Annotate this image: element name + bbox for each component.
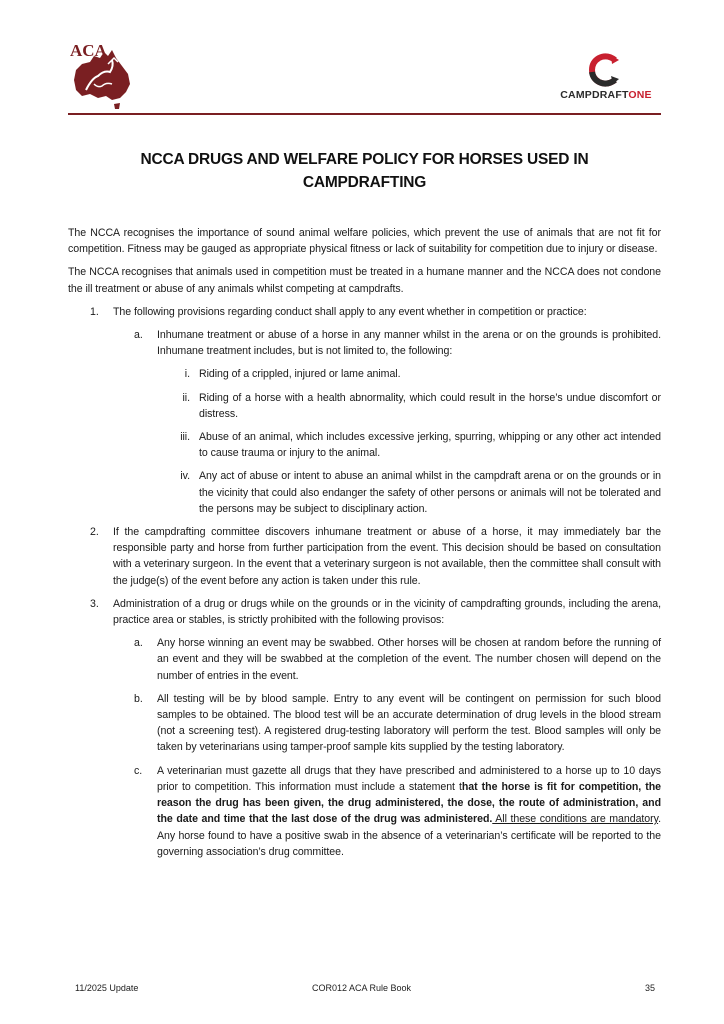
roman-list-item bbox=[68, 390, 661, 422]
intro-paragraph: The NCCA recognises the importance of sound animal welfare policies, which prevent the use of animals that are not fit for competition. Fitness may be gauged as appropriate physical fitness or lack of suitability for competition due to injury or disease. bbox=[68, 227, 661, 256]
wordmark-main: CAMPDRAFT bbox=[560, 89, 629, 101]
sub-list-letter: a. bbox=[134, 329, 143, 342]
document-body bbox=[68, 225, 661, 867]
wordmark-accent: ONE bbox=[628, 89, 652, 101]
footer-update-date: 11/2025 Update bbox=[75, 983, 139, 993]
sub-list-text: All testing will be by blood sample. Entry to any event will be contingent on permission for such blood samples to be obtained. The blood test will be an accurate determination of drug levels in the blood stream (not a screening test). A registered drug-testing laboratory will perform the test. Blood samples will only be taken by veterinarians using tamper-proof sample kits supplied by the testing laboratory. bbox=[157, 692, 661, 754]
roman-list-text: Riding of a horse with a health abnormality, which could result in the horse’s undue discomfort or distress. bbox=[199, 391, 661, 420]
list-number: 1. bbox=[90, 305, 99, 318]
roman-list-text: Riding of a crippled, injured or lame animal. bbox=[199, 368, 401, 381]
page-title bbox=[68, 148, 661, 194]
roman-list-text: Abuse of an animal, which includes excessive jerking, spurring, whipping or any other act intended to cause trauma or injury to the animal. bbox=[199, 431, 661, 460]
underlined-text-segment: All these conditions are mandatory bbox=[492, 813, 659, 826]
sub-list-text bbox=[157, 765, 661, 858]
header-divider bbox=[68, 113, 661, 115]
intro-paragraph: The NCCA recognises that animals used in competition must be treated in a humane manner and the NCCA does not condone the ill treatment or abuse of any animals whilst competing at campdrafts. bbox=[68, 266, 661, 295]
roman-numeral: iv. bbox=[180, 470, 190, 483]
title-line-2: CAMPDRAFTING bbox=[302, 174, 427, 191]
list-item bbox=[68, 596, 661, 628]
list-text: Administration of a drug or drugs while on the grounds or in the vicinity of campdrafting grounds, including the arena, practice area or stables, is strictly prohibited with the following provisos: bbox=[113, 597, 661, 627]
bold-text-segment: hat the horse is fit for competition, the reason the drug has been given, the drug administered, the dose, the route of administration, and the date and time that the last dose of the drug was administered. bbox=[157, 780, 661, 826]
page-header bbox=[68, 30, 661, 116]
roman-list-item bbox=[68, 366, 661, 382]
sub-list-letter: a. bbox=[134, 637, 143, 650]
roman-list-item bbox=[68, 468, 661, 517]
sub-list-item bbox=[68, 635, 661, 684]
footer-page-number: 35 bbox=[644, 983, 655, 993]
aca-australia-horse-logo-icon bbox=[68, 40, 138, 112]
sub-list-text: Any horse winning an event may be swabbed. Other horses will be chosen at random before the running of an event and they will be swabbed at the completion of the event. The number chosen will depend on the number of entries in the event. bbox=[157, 637, 661, 682]
list-item bbox=[68, 524, 661, 589]
roman-numeral: i. bbox=[184, 368, 190, 381]
campdraftone-wordmark bbox=[551, 89, 661, 101]
list-text: The following provisions regarding conduct shall apply to any event whether in competition or practice: bbox=[113, 305, 587, 318]
text-segment: A veterinarian must gazette all drugs that they have prescribed and administered to a horse up to 10 days prior to competition. This information must include a statement t bbox=[157, 764, 661, 793]
sub-list-item bbox=[68, 691, 661, 756]
roman-numeral: ii. bbox=[182, 391, 190, 404]
list-number: 3. bbox=[90, 597, 99, 610]
roman-list-text: Any act of abuse or intent to abuse an animal whilst in the campdraft arena or on the grounds or in the vicinity that could also endanger the safety of other persons or animals will not be tolerated and the persons may be subject to disciplinary action. bbox=[199, 470, 661, 515]
campdraftone-logo bbox=[551, 52, 661, 112]
footer-document-name: COR012 ACA Rule Book bbox=[312, 983, 412, 993]
sub-list-text: Inhumane treatment or abuse of a horse in any manner whilst in the arena or on the grounds is prohibited. Inhumane treatment includes, but is not limited to, the following: bbox=[157, 329, 661, 358]
roman-numeral: iii. bbox=[180, 431, 190, 444]
sub-list-letter: b. bbox=[134, 692, 143, 705]
list-text: If the campdrafting committee discovers inhumane treatment or abuse of a horse, it may immediately bar the responsible party and horse from further participation from the event. This decision should be based on consultation with a veterinary surgeon. In the event that a veterinary surgeon is not available, then the committee shall consult with the judge(s) of the event before any action is taken under this rule. bbox=[113, 526, 661, 587]
text-segment: . Any horse found to have a positive swab in the absence of a veterinarian’s certificate will be reported to the governing association’s drug committee. bbox=[157, 813, 661, 858]
aca-logo bbox=[68, 40, 138, 110]
sub-list-item bbox=[68, 327, 661, 359]
sub-list-letter: c. bbox=[134, 764, 143, 777]
svg-text:ACA: ACA bbox=[70, 41, 107, 60]
roman-list-item bbox=[68, 429, 661, 461]
sub-list-item bbox=[68, 763, 661, 860]
list-item bbox=[68, 304, 661, 320]
list-number: 2. bbox=[90, 526, 99, 539]
title-line-1: NCCA DRUGS AND WELFARE POLICY FOR HORSES USED IN bbox=[140, 151, 589, 168]
campdraftone-c-logo-icon bbox=[589, 52, 623, 88]
